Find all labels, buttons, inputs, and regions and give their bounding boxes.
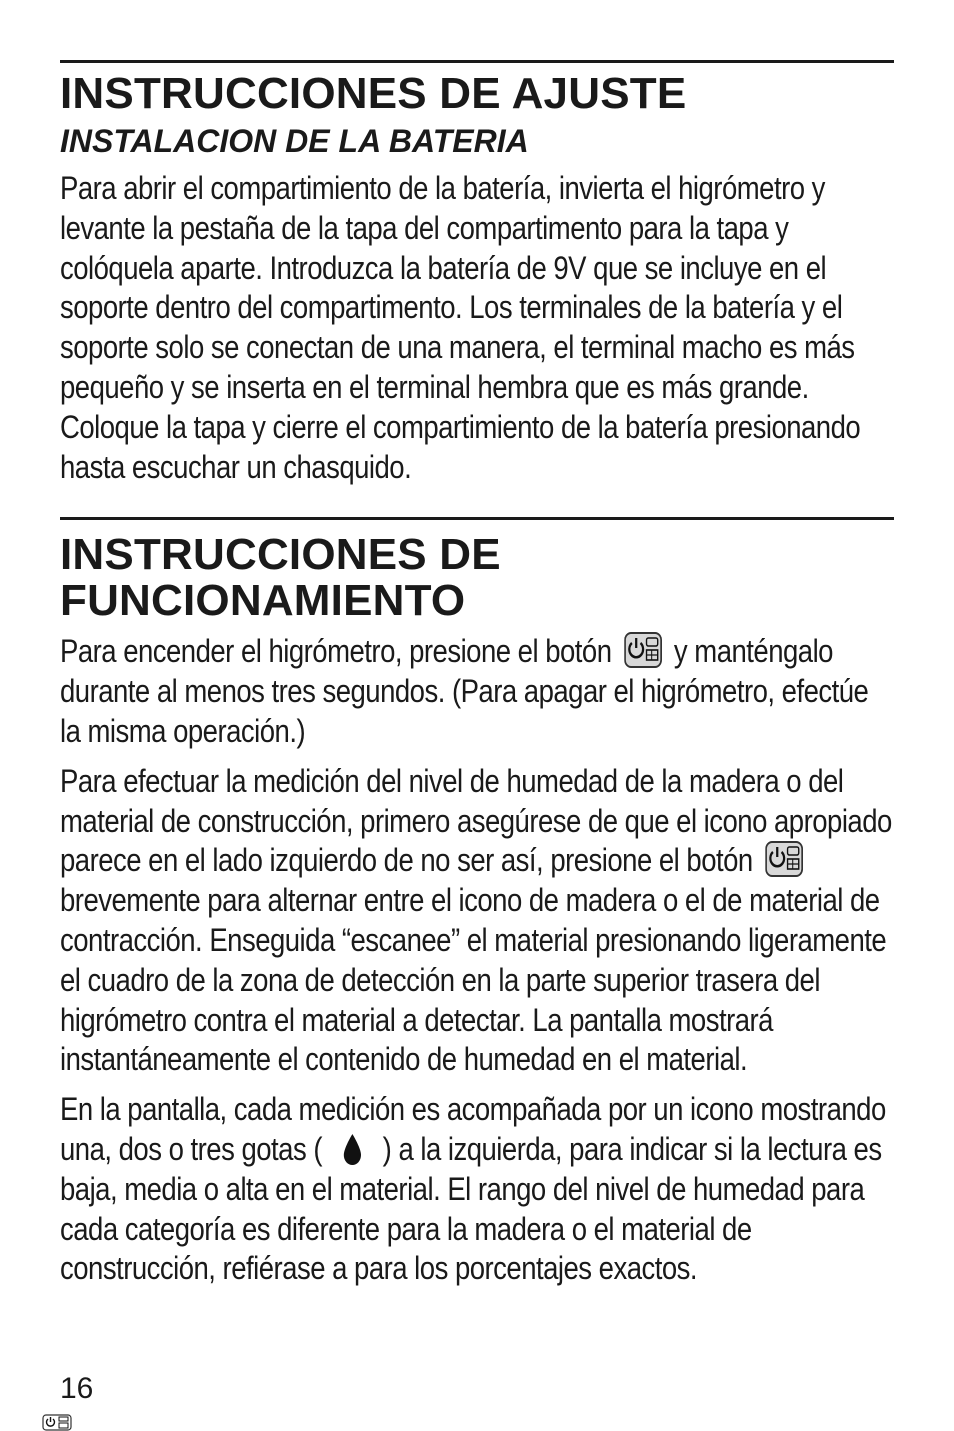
section-title-ajuste: INSTRUCCIONES DE AJUSTE	[60, 69, 687, 118]
drops-paragraph	[60, 1090, 894, 1289]
battery-paragraph: Para abrir el compartimiento de la batería, invierta el higrómetro y levante la pestaña de la tapa del compartimento para la tapa y colóquela aparte. Introduzca la batería de 9V que se incluye en el soporte dentro del compartimento. Los terminales de la batería y el soporte solo se conectan de una manera, el terminal macho es más pequeño y se inserta en el terminal hembra que es más grande. Coloque la tapa y cierre el compartimiento de la batería presionando hasta escuchar un chasquido.	[60, 170, 861, 485]
power-mode-button-icon	[42, 1414, 72, 1431]
title-line-1: INSTRUCCIONES DE	[60, 530, 501, 580]
measure-text-before: Para efectuar la medición del nivel de humedad de la madera o del material de construcción, primero asegúrese de que el icono apropiado parece en el lado izquierdo de no ser así, presione el botón	[60, 762, 892, 879]
power-text-after: y manténgalo durante al menos tres segundos. (Para apagar el higrómetro, efectúe la misma operación.)	[60, 633, 869, 749]
measure-paragraph	[60, 762, 894, 1080]
title-line-2: FUNCIONAMIENTO	[60, 576, 466, 626]
power-mode-button-icon	[765, 841, 803, 877]
section-title-funcionamiento	[60, 532, 894, 624]
drops-text-after: ) a la izquierda, para indicar si la lectura es baja, media o alta en el material. El rango del nivel de humedad para cada categoría es diferente para la madera o el material de construcción, refiérase a para los porcentajes exactos.	[60, 1130, 882, 1287]
measure-text-after: brevemente para alternar entre el icono de madera o el de material de contracción. Enseguida “escanee” el material presionando ligeramente el cuadro de la zona de detección en la parte superior trasera del higrómetro contra el material a detectar. La pantalla mostrará instantáneamente el contenido de humedad en el material.	[60, 882, 887, 1078]
water-drop-icon	[341, 1132, 363, 1166]
subsection-title-bateria: INSTALACION DE LA BATERIA	[60, 123, 529, 159]
power-mode-button-icon	[624, 632, 662, 668]
drops-text-before: En la pantalla, cada medición es acompañada por un icono mostrando una, dos o tres gotas (	[60, 1091, 886, 1167]
power-text-before: Para encender el higrómetro, presione el botón	[60, 633, 612, 670]
page-number: 16	[60, 1372, 94, 1405]
manual-page	[60, 60, 894, 1289]
power-paragraph	[60, 632, 894, 751]
